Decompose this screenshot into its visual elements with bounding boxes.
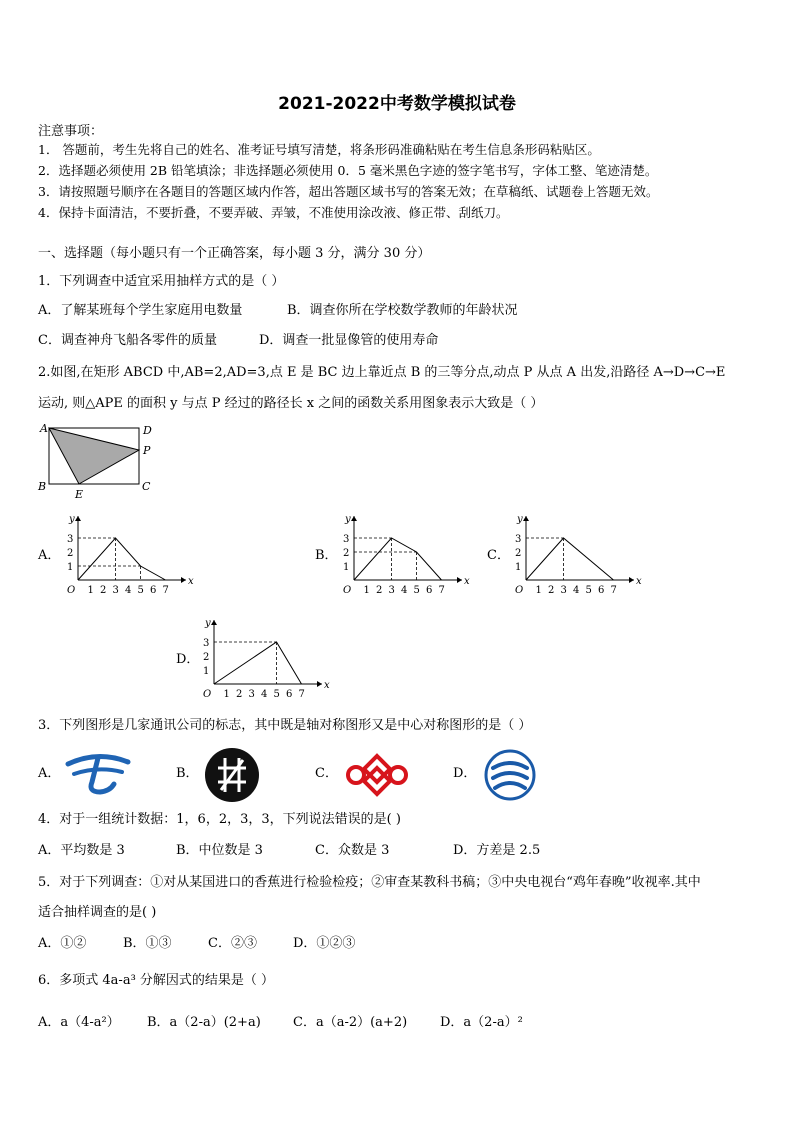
origin-label: O: [515, 585, 524, 596]
q1-option-d: D．调查一批显像管的使用寿命: [259, 333, 439, 348]
x-tick-label: 1: [535, 585, 542, 596]
x-tick-label: 6: [426, 585, 433, 596]
y-axis-arrow: [211, 620, 217, 625]
unicom-logo: [342, 752, 412, 798]
q2-option-d-label: D．: [176, 652, 200, 667]
notice-heading: 注意事项：: [38, 124, 104, 139]
x-tick-label: 7: [610, 585, 617, 596]
y-tick-label: 2: [515, 548, 522, 559]
graph-option-d: [198, 614, 328, 702]
vertex-d-label: D: [143, 424, 152, 437]
question-1-stem: 1．下列调查中适宜采用抽样方式的是（ ）: [38, 274, 285, 289]
q2-option-b-label: B．: [315, 548, 338, 563]
x-axis-arrow: [457, 577, 462, 583]
question-6-stem: 6．多项式 4a-a³ 分解因式的结果是（ ）: [38, 973, 275, 988]
q4-option-b: B．中位数是 3: [176, 843, 263, 858]
graph-option-a: [62, 510, 192, 598]
question-5-stem-cont: 适合抽样调查的是( ): [38, 905, 157, 920]
x-tick-label: 2: [548, 585, 555, 596]
x-tick-label: 7: [298, 689, 305, 700]
y-axis-label: y: [205, 618, 211, 629]
graph-option-c: [510, 510, 640, 598]
q2-option-c-label: C．: [487, 548, 510, 563]
x-tick-label: 4: [125, 585, 132, 596]
function-curve: [214, 642, 302, 684]
x-tick-label: 5: [273, 689, 280, 700]
x-tick-label: 6: [150, 585, 157, 596]
x-tick-label: 1: [363, 585, 370, 596]
y-tick-label: 2: [67, 548, 74, 559]
q1-option-a: A．了解某班每个学生家庭用电数量: [38, 303, 243, 318]
page-title: 2021-2022中考数学模拟试卷: [278, 94, 516, 114]
origin-label: O: [67, 585, 76, 596]
q4-option-d: D．方差是 2.5: [453, 843, 541, 858]
q4-option-c: C．众数是 3: [315, 843, 390, 858]
q3-option-a-label: A．: [38, 766, 61, 781]
x-axis-label: x: [636, 576, 642, 587]
x-axis-label: x: [324, 680, 330, 691]
q3-option-c-label: C．: [315, 766, 338, 781]
question-2-stem: 2.如图,在矩形 ABCD 中,AB=2,AD=3,点 E 是 BC 边上靠近点 B 的三等分点,动点 P 从点 A 出发,沿路径 A→D→C→E: [38, 365, 726, 380]
q5-option-b: B．①③: [123, 936, 172, 951]
function-curve: [526, 538, 614, 580]
notice-item: 4．保持卡面清洁，不要折叠，不要弄破、弄皱，不准使用涂改液、修正带、刮纸刀。: [38, 205, 509, 220]
vertex-a-label: A: [40, 422, 48, 435]
telecom-logo: [62, 748, 134, 798]
question-4-stem: 4．对于一组统计数据：1，6，2，3，3，下列说法错误的是( ): [38, 812, 401, 827]
question-2-stem-cont: 运动, 则△APE 的面积 y 与点 P 经过的路径长 x 之间的函数关系用图象表示大致是（ ）: [38, 396, 544, 411]
y-tick-label: 3: [343, 534, 350, 545]
q6-option-c: C．a（a-2）(a+2): [293, 1015, 408, 1030]
x-tick-label: 1: [223, 689, 230, 700]
netcom-logo: [203, 746, 261, 804]
x-tick-label: 4: [401, 585, 408, 596]
x-axis-label: x: [188, 576, 194, 587]
y-tick-label: 3: [67, 534, 74, 545]
notice-item: 3．请按照题号顺序在各题目的答题区域内作答，超出答题区域书写的答案无效；在草稿纸、试题卷上答题无效。: [38, 184, 659, 199]
y-tick-label: 3: [515, 534, 522, 545]
x-tick-label: 7: [162, 585, 169, 596]
x-tick-label: 3: [112, 585, 119, 596]
q5-option-d: D．①②③: [293, 936, 356, 951]
vertex-c-label: C: [142, 480, 151, 493]
function-curve: [354, 538, 442, 580]
vertex-b-label: B: [38, 480, 47, 493]
y-tick-label: 1: [343, 562, 350, 573]
x-tick-label: 4: [261, 689, 268, 700]
y-axis-label: y: [345, 514, 351, 525]
point-e-label: E: [75, 488, 84, 501]
x-tick-label: 2: [376, 585, 383, 596]
q3-option-d-label: D．: [453, 766, 477, 781]
y-tick-label: 1: [203, 666, 210, 677]
x-tick-label: 4: [573, 585, 580, 596]
question-5-stem: 5．对于下列调查：①对从某国进口的香蕉进行检验检疫；②审查某教科书稿；③中央电视台“鸡年春晚”收视率.其中: [38, 875, 701, 890]
q6-option-a: A．a（4-a²）: [38, 1015, 120, 1030]
x-tick-label: 5: [137, 585, 144, 596]
q1-option-c: C．调查神舟飞船各零件的质量: [38, 333, 217, 348]
y-tick-label: 2: [203, 652, 210, 663]
notice-item: 1． 答题前，考生先将自己的姓名、准考证号填写清楚，将条形码准确粘贴在考生信息条形码粘贴区。: [38, 142, 600, 157]
notice-item: 2．选择题必须使用 2B 铅笔填涂；非选择题必须使用 0．5 毫米黑色字迹的签字笔书写，字体工整、笔迹清楚。: [38, 163, 658, 178]
origin-label: O: [203, 689, 212, 700]
x-tick-label: 5: [585, 585, 592, 596]
x-axis-arrow: [629, 577, 634, 583]
x-tick-label: 1: [87, 585, 94, 596]
rectangle-figure: [34, 420, 164, 502]
y-axis-label: y: [517, 514, 523, 525]
y-tick-label: 3: [203, 638, 210, 649]
x-tick-label: 2: [236, 689, 243, 700]
mobile-logo: [483, 748, 537, 802]
origin-label: O: [343, 585, 352, 596]
graph-option-b: [338, 510, 468, 598]
q2-option-a-label: A．: [38, 548, 61, 563]
x-tick-label: 6: [598, 585, 605, 596]
x-tick-label: 3: [388, 585, 395, 596]
y-tick-label: 1: [67, 562, 74, 573]
x-tick-label: 6: [286, 689, 293, 700]
y-axis-label: y: [69, 514, 75, 525]
x-axis-label: x: [464, 576, 470, 587]
y-axis-arrow: [523, 516, 529, 521]
x-tick-label: 5: [413, 585, 420, 596]
q6-option-d: D．a（2-a）²: [440, 1015, 523, 1030]
question-3-stem: 3．下列图形是几家通讯公司的标志，其中既是轴对称图形又是中心对称图形的是（ ）: [38, 718, 532, 733]
q5-option-a: A．①②: [38, 936, 87, 951]
x-axis-arrow: [317, 681, 322, 687]
q6-option-b: B．a（2-a）(2+a): [147, 1015, 261, 1030]
q3-option-b-label: B．: [176, 766, 199, 781]
x-tick-label: 7: [438, 585, 445, 596]
q1-option-b: B．调查你所在学校数学教师的年龄状况: [287, 303, 518, 318]
x-tick-label: 2: [100, 585, 107, 596]
x-tick-label: 3: [248, 689, 255, 700]
section-heading: 一、选择题（每小题只有一个正确答案，每小题 3 分，满分 30 分）: [38, 246, 431, 261]
y-tick-label: 2: [343, 548, 350, 559]
q5-option-c: C．②③: [208, 936, 257, 951]
y-axis-arrow: [75, 516, 81, 521]
function-curve: [78, 538, 166, 580]
x-tick-label: 3: [560, 585, 567, 596]
point-p-label: P: [143, 444, 151, 457]
x-axis-arrow: [181, 577, 186, 583]
y-tick-label: 1: [515, 562, 522, 573]
q4-option-a: A．平均数是 3: [38, 843, 125, 858]
y-axis-arrow: [351, 516, 357, 521]
